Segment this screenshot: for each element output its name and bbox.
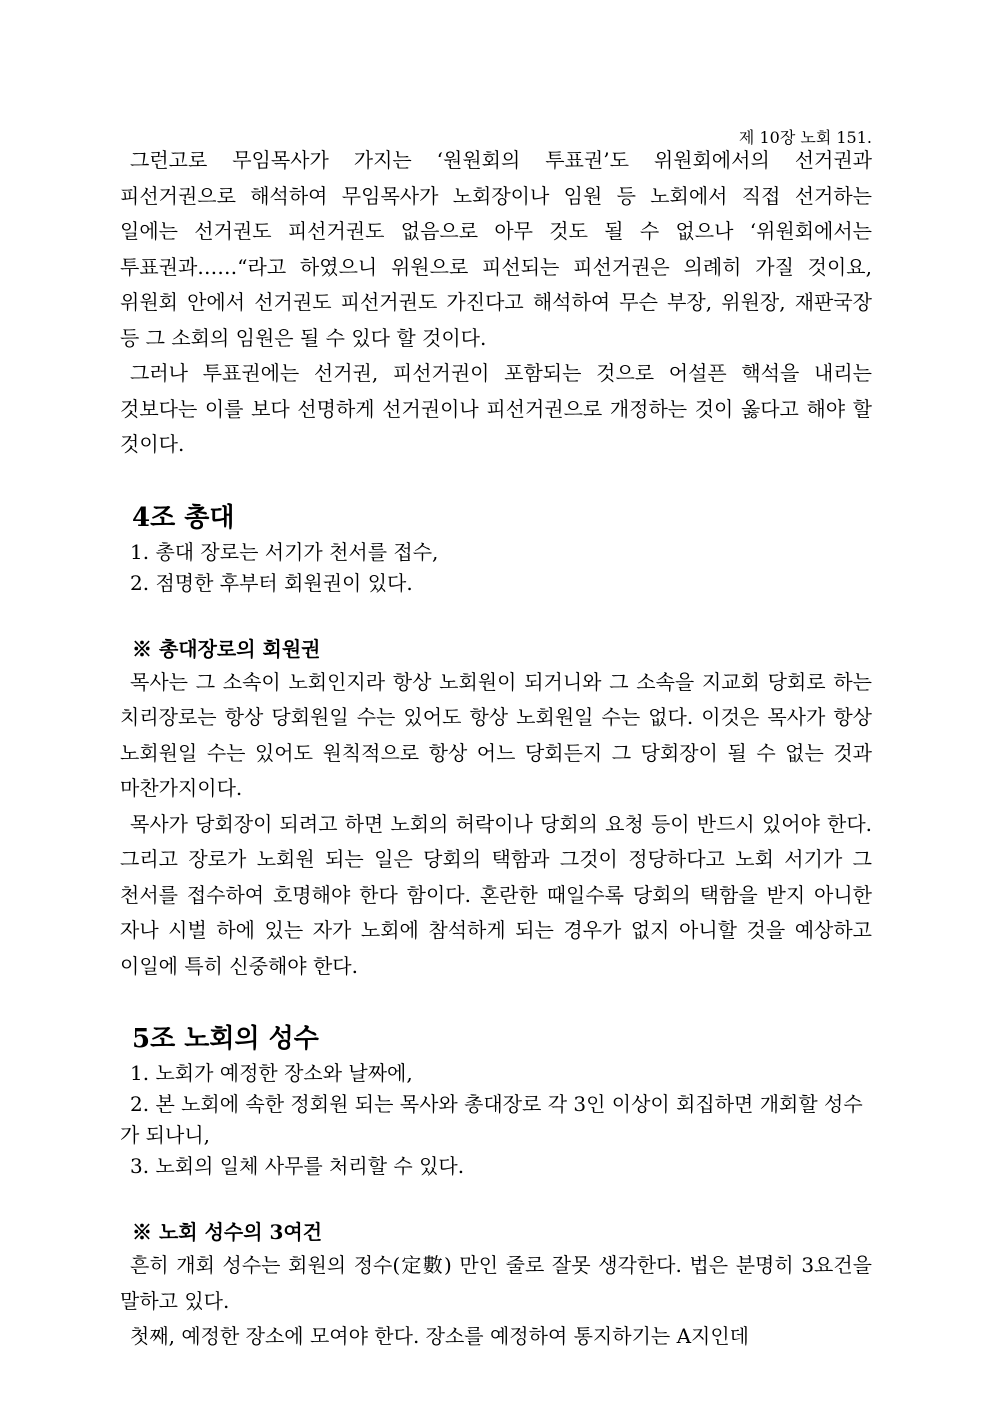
note-heading-quorum: ※ 노회 성수의 3여건 — [132, 1220, 323, 1244]
quorum-paragraph-1: 흔히 개회 성수는 회원의 정수(定數) 만인 줄로 잘못 생각한다. 법은 분명히 3요건을 말하고 있다. — [120, 1253, 872, 1313]
section-5-item-1: 1. 노회가 예정한 장소와 날짜에, — [130, 1061, 413, 1085]
spacer — [120, 599, 872, 633]
intro-paragraph-1: 그런고로 무임목사가 가지는 ‘원원회의 투표권’도 위원회에서의 선거권과 피선거권으로 해석하여 무임목사가 노회장이나 임원 등 노회에서 직접 선거하는 일에는 선거권도 피선거권도 없음으로 아무 것도 될 수 없으나 ‘위원회에서는 투표권과……“라고 하였으니 위원으로 피선되는 피선거권은 의례히 가질 것이요, 위원회 안에서 선거권도 피선거권도 가진다고 해석하여 무슨 부장, 위원장, 재판국장 등 그 소회의 임원은 될 수 있다 할 것이다. — [120, 148, 872, 350]
intro-paragraph-2: 그러나 투표권에는 선거권, 피선거권이 포함되는 것으로 어설픈 핵석을 내리는 것보다는 이를 보다 선명하게 선거권이나 피선거권으로 개정하는 것이 옳다고 해야 할 것이다. — [120, 361, 872, 456]
section-5-item-2: 2. 본 노회에 속한 정회원 되는 목사와 총대장로 각 3인 이상이 회집하면 개회할 성수가 되나니, — [120, 1092, 863, 1147]
note-heading-elder-membership: ※ 총대장로의 회원권 — [132, 636, 321, 661]
section-5-item-3: 3. 노회의 일체 사무를 처리할 수 있다. — [130, 1154, 465, 1178]
section-heading-5: 5조 노회의 성수 — [132, 1024, 319, 1054]
quorum-paragraph-2: 첫째, 예정한 장소에 모여야 한다. 장소를 예정하여 통지하기는 A지인데 — [130, 1324, 749, 1348]
running-header: 제 10장 노회 151. — [738, 128, 872, 147]
spacer — [120, 463, 872, 499]
body-text — [120, 143, 872, 1355]
spacer — [120, 1182, 872, 1216]
note-paragraph-2: 목사가 당회장이 되려고 하면 노회의 허락이나 당회의 요청 등이 반드시 있어야 한다. 그리고 장로가 노회원 되는 일은 당회의 택함과 그것이 정당하다고 노회 서기가 그 천서를 접수하여 호명해야 한다 함이다. 혼란한 때일수록 당회의 택함을 받지 아니한 자나 시벌 하에 있는 자가 노회에 참석하게 되는 경우가 없지 아니할 것을 예상하고 이일에 특히 신중해야 한다. — [120, 811, 872, 978]
note-paragraph-1: 목사는 그 소속이 노회인지라 항상 노회원이 되거니와 그 소속을 지교회 당회로 하는 치리장로는 항상 당회원일 수는 있어도 항상 노회원일 수는 없다. 이것은 목사가 항상 노회원일 수는 있어도 원칙적으로 항상 어느 당회든지 그 당회장이 될 수 없는 것과 마찬가지이다. — [120, 669, 872, 800]
section-4-item-2: 2. 점명한 후부터 회원권이 있다. — [130, 570, 413, 595]
spacer — [120, 984, 872, 1020]
section-4-item-1: 1. 총대 장로는 서기가 천서를 접수, — [130, 539, 439, 564]
section-heading-4: 4조 총대 — [132, 502, 235, 533]
